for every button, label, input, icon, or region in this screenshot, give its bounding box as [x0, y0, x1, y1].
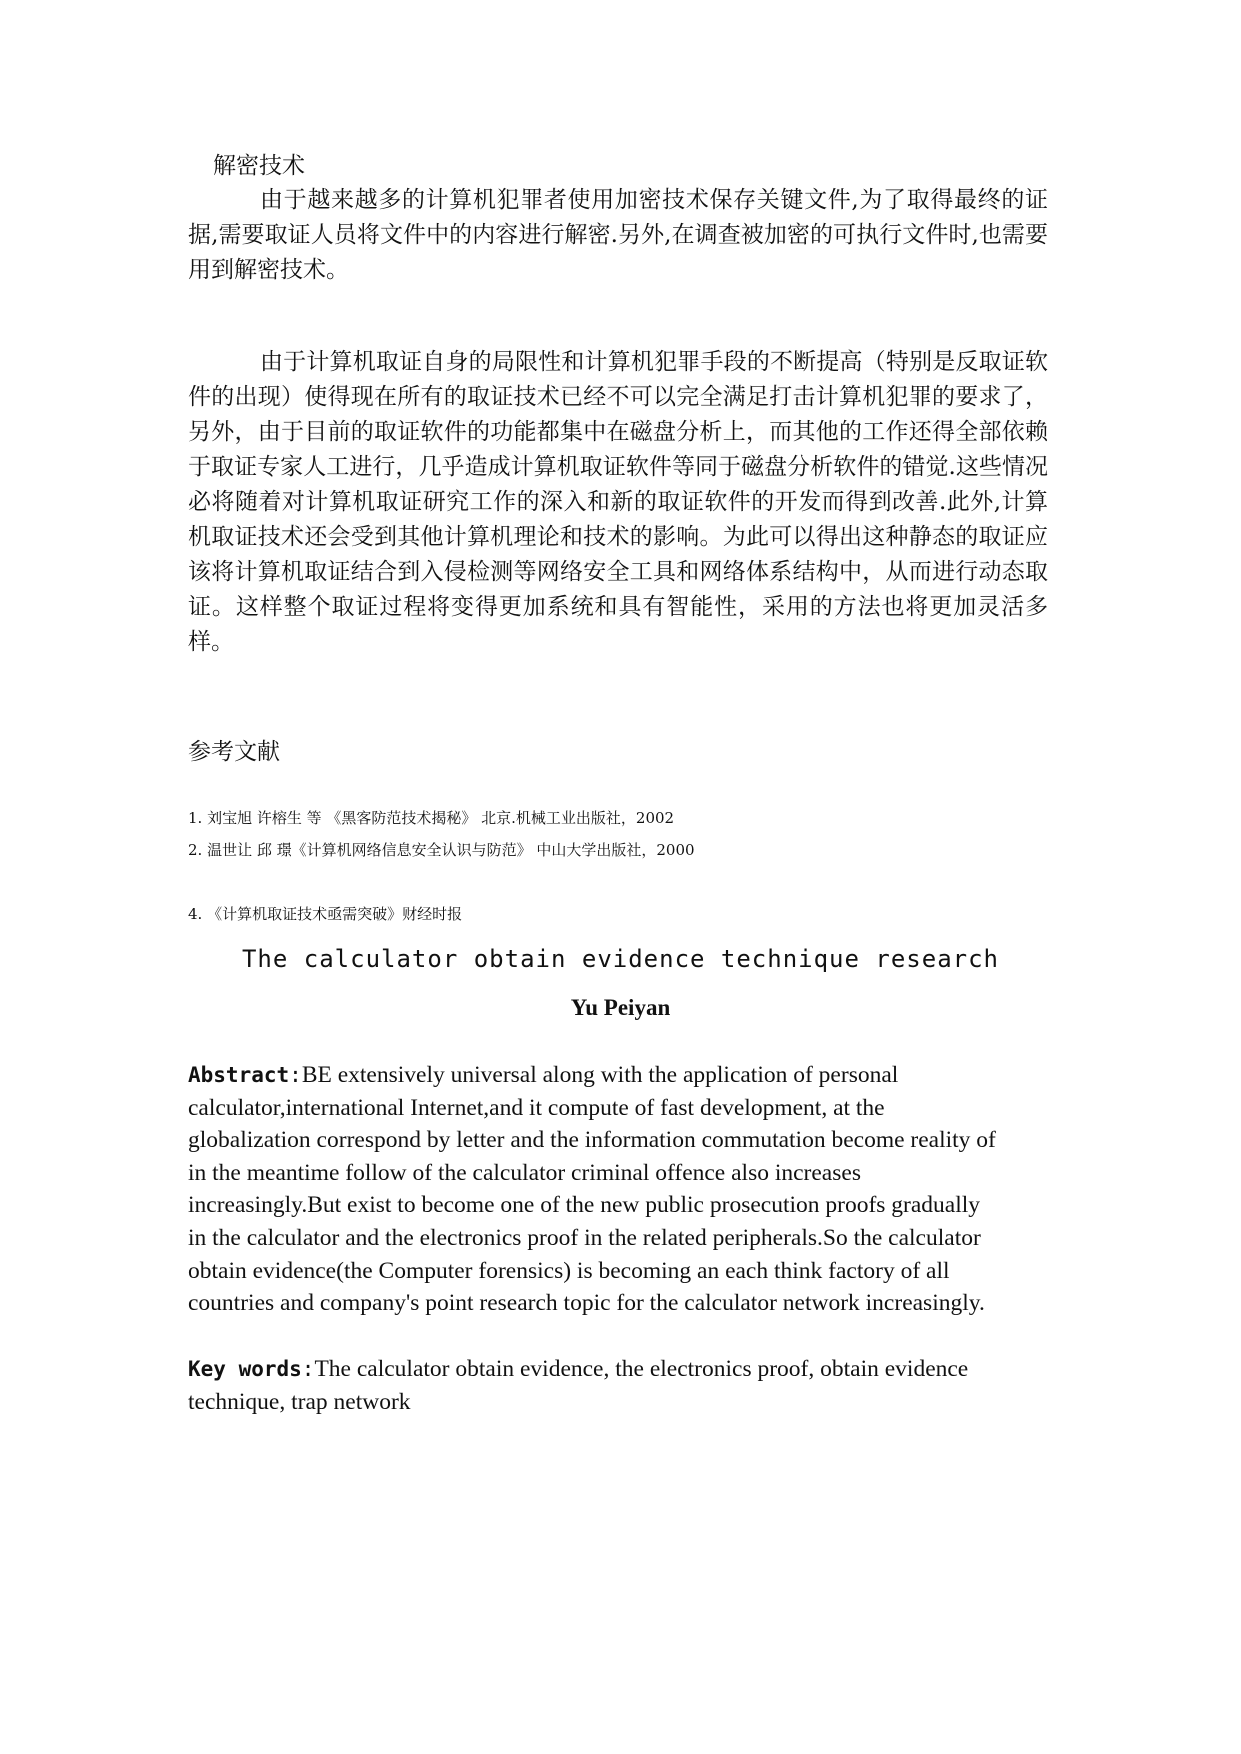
references-heading: 参考文献 — [188, 739, 280, 765]
abstract-line: countries and company's point research topic for the calculator network increasingly. — [188, 1290, 985, 1317]
abstract-line: increasingly.But exist to become one of the new public prosecution proofs gradually — [188, 1192, 981, 1219]
label-separator: : — [301, 1357, 315, 1381]
label-separator: : — [289, 1063, 302, 1087]
abstract-line: Abstract:BE extensively universal along with the application of personal — [188, 1062, 899, 1088]
references-list — [188, 802, 695, 930]
author-name: Yu Peiyan — [570, 995, 671, 1020]
reference-item: 4. 《计算机取证技术亟需突破》财经时报 — [188, 905, 463, 923]
abstract-line: obtain evidence(the Computer forensics) is becoming an each think factory of all — [188, 1257, 950, 1284]
keywords-line: Key words:The calculator obtain evidence, the electronics proof, obtain evidence — [188, 1356, 969, 1382]
keywords-line: technique, trap network — [188, 1388, 411, 1415]
abstract-paragraph — [188, 1059, 1068, 1320]
abstract-line: calculator,international Internet,and it compute of fast development, at the — [188, 1094, 885, 1121]
keywords-paragraph — [188, 1353, 1068, 1418]
abstract-line: in the calculator and the electronics proof in the related peripherals.So the calculator — [188, 1224, 981, 1251]
abstract-line: in the meantime follow of the calculator criminal offence also increases — [188, 1159, 861, 1186]
abstract-line: globalization correspond by letter and the information commutation become reality of — [188, 1127, 996, 1154]
reference-item: 1. 刘宝旭 许榕生 等 《黑客防范技术揭秘》 北京.机械工业出版社，2002 — [188, 809, 675, 827]
abstract-label: Abstract — [188, 1063, 290, 1087]
reference-item: 2. 温世让 邱 璟《计算机网络信息安全认识与防范》 中山大学出版社，2000 — [188, 841, 695, 859]
decryption-heading: 解密技术 — [213, 153, 305, 179]
decryption-paragraph: 由于越来越多的计算机犯罪者使用加密技术保存关键文件,为了取得最终的证据,需要取证人员将文件中的内容进行解密.另外,在调查被加密的可执行文件时,也需要用到解密技术。 — [188, 187, 1048, 283]
keywords-label: Key words — [188, 1357, 302, 1381]
conclusion-paragraph: 由于计算机取证自身的局限性和计算机犯罪手段的不断提高（特别是反取证软件的出现）使得现在所有的取证技术已经不可以完全满足打击计算机犯罪的要求了，另外，由于目前的取证软件的功能都集中在磁盘分析上，而其他的工作还得全部依赖于取证专家人工进行，几乎造成计算机取证软件等同于磁盘分析软件的错觉.这些情况必将随着对计算机取证研究工作的深入和新的取证软件的开发而得到改善.此外,计算机取证技术还会受到其他计算机理论和技术的影响。为此可以得出这种静态的取证应该将计算机取证结合到入侵检测等网络安全工具和网络体系结构中，从而进行动态取证。这样整个取证过程将变得更加系统和具有智能性，采用的方法也将更加灵活多样。 — [188, 349, 1048, 655]
english-title: The calculator obtain evidence technique research — [241, 945, 999, 973]
